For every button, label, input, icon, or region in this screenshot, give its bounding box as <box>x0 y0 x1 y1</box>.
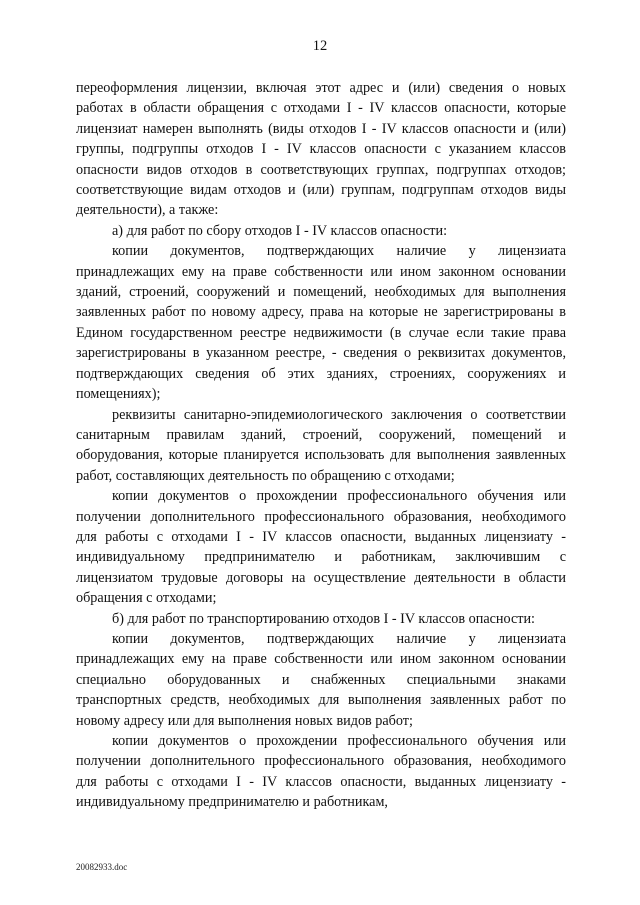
file-name-footer: 20082933.doc <box>76 862 128 872</box>
body-text <box>76 78 566 813</box>
paragraph-vehicles-documents: копии документов, подтверждающих наличие у лицензиата принадлежащих ему на праве собственности или ином законном основании специально оборудованных и снабженных специальными знаками транспортных средств, необходимых для выполнения заявленных работ по новому адресу или для выполнения новых видов работ; <box>76 630 566 729</box>
paragraph-training-documents: копии документов о прохождении профессионального обучения или получении дополнительного профессионального образования, необходимого для работы с отходами I - IV классов опасности, выданных лицензиату - индивидуальному предпринимателю и работникам, заключившим с лицензиатом трудовые договоры на осуществление деятельности в области обращения с отходами; <box>76 488 566 607</box>
paragraph-training-documents-2: копии документов о прохождении профессионального обучения или получении дополнительного профессионального образования, необходимого для работы с отходами I - IV классов опасности, выданных лицензиату - индивидуальному предпринимателю и работникам, <box>76 733 566 811</box>
paragraph-collection-heading: а) для работ по сбору отходов I - IV классов опасности: <box>112 222 448 239</box>
paragraph-buildings-documents: копии документов, подтверждающих наличие у лицензиата принадлежащих ему на праве собственности или ином законном основании зданий, строений, сооружений и помещений, необходимых для выполнения заявленных работ по новому адресу, права на которые не зарегистрированы в Едином государственном реестре недвижимости (в случае если такие права зарегистрированы в указанном реестре, - сведения о реквизитах документов, подтверждающих сведения об этих зданиях, строениях, сооружениях и помещениях); <box>76 243 566 403</box>
paragraph-transport-heading: б) для работ по транспортированию отходов I - IV классов опасности: <box>112 610 535 627</box>
paragraph-continuation: переоформления лицензии, включая этот адрес и (или) сведения о новых работах в области обращения с отходами I - IV классов опасности, которые лицензиат намерен выполнять (виды отходов I - IV классов опасности и (или) группы, подгруппы отходов I - IV классов опасности с указанием классов опасности видов отходов в соответствующих группах, подгруппах отходов; соответствующие видам отходов и (или) группам, подгруппам отходов виды деятельности), а также: <box>76 80 566 219</box>
page-number: 12 <box>312 38 328 54</box>
paragraph-sanitary-conclusion: реквизиты санитарно-эпидемиологического заключения о соответствии санитарным правилам зданий, строений, сооружений, помещений и оборудования, которые планируется использовать для выполнения заявленных работ, составляющих деятельность по обращению с отходами; <box>76 406 566 484</box>
